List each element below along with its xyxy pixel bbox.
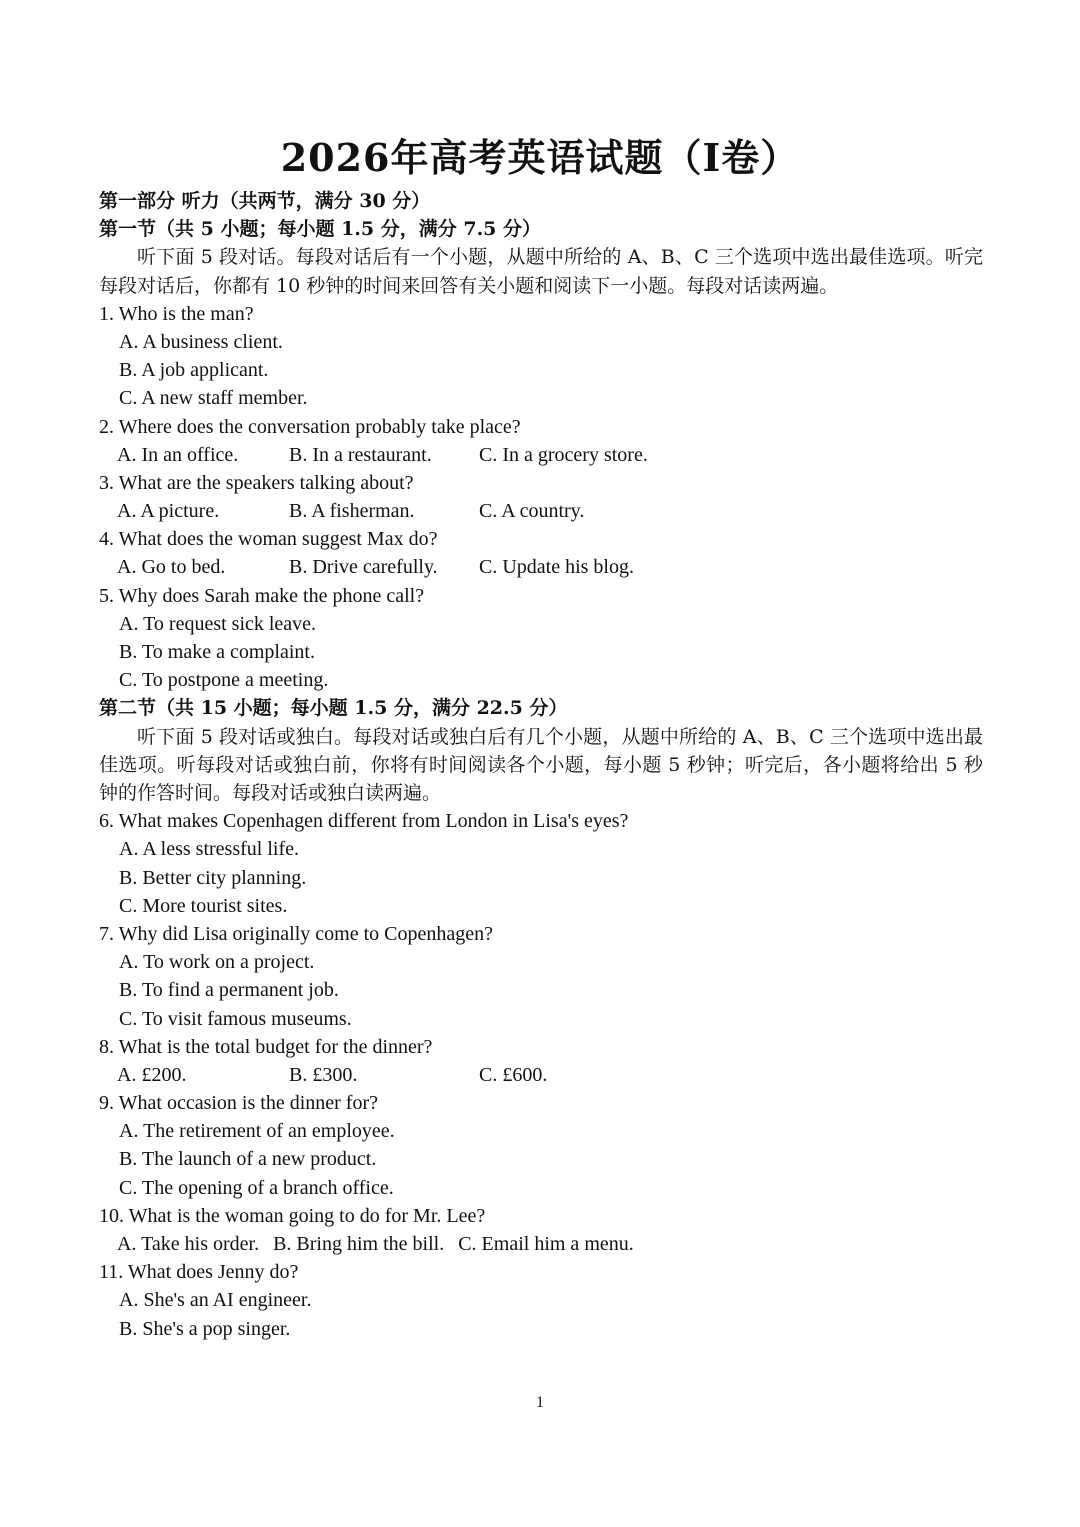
question-text: 10. What is the woman going to do for Mr. Lee? [99,1204,486,1227]
answer-option: B. She's a pop singer. [119,1317,291,1340]
answer-options-row [99,497,983,525]
section-instructions: 听下面 5 段对话。每段对话后有一个小题，从题中所给的 A、B、C 三个选项中选出最佳选项。听完每段对话后，你都有 10 秒钟的时间来回答有关小题和阅读下一小题。每段对话读两遍。 [99,246,983,297]
section-instructions: 听下面 5 段对话或独白。每段对话或独白后有几个小题，从题中所给的 A、B、C 三个选项中选出最佳选项。听每段对话或独白前，你将有时间阅读各个小题，每小题 5 秒钟；听完后，各小题将给出 5 秒钟的作答时间。每段对话或独白读两遍。 [99,725,983,804]
question-text: 4. What does the woman suggest Max do? [99,528,438,551]
answer-options-row [99,441,983,469]
answer-option: A. £200. [117,1063,187,1086]
answer-options-row [99,1230,983,1258]
question-text: 2. Where does the conversation probably take place? [99,415,521,438]
answer-option: C. To visit famous museums. [119,1007,352,1030]
answer-option: A. A picture. [117,500,220,523]
exam-content [99,187,983,1343]
answer-option: A. Go to bed. [117,556,226,579]
answer-option: A. In an office. [117,443,239,466]
answer-options-row [99,1061,983,1089]
answer-options-row [99,553,983,581]
answer-option: C. More tourist sites. [119,894,288,917]
answer-option: A. To request sick leave. [119,612,317,635]
question-text: 9. What occasion is the dinner for? [99,1092,378,1115]
answer-option: C. A country. [479,500,585,523]
question-text: 6. What makes Copenhagen different from London in Lisa's eyes? [99,810,629,833]
question-text: 7. Why did Lisa originally come to Copenhagen? [99,922,493,945]
answer-option: C. The opening of a branch office. [119,1176,394,1199]
answer-option: A. She's an AI engineer. [119,1289,312,1312]
answer-option: B. Drive carefully. [289,556,438,579]
answer-option: A. The retirement of an employee. [119,1120,395,1143]
answer-option: A. A business client. [119,330,283,353]
answer-option: C. Email him a menu. [458,1233,634,1256]
answer-option: C. A new staff member. [119,387,308,410]
answer-option: B. To make a complaint. [119,641,315,664]
section-heading: 第一节（共 5 小题；每小题 1.5 分，满分 7.5 分） [99,218,542,241]
answer-option: C. In a grocery store. [479,443,648,466]
answer-option: C. £600. [479,1063,548,1086]
answer-option: C. To postpone a meeting. [119,669,329,692]
answer-option: A. A less stressful life. [119,838,299,861]
answer-option: B. A fisherman. [289,500,415,523]
answer-option: A. To work on a project. [119,951,315,974]
answer-option: B. Better city planning. [119,866,307,889]
answer-option: B. To find a permanent job. [119,979,339,1002]
answer-option: A. Take his order. [117,1233,260,1256]
answer-option: B. In a restaurant. [289,443,432,466]
part-heading: 第一部分 听力（共两节，满分 30 分） [99,190,431,212]
question-text: 5. Why does Sarah make the phone call? [99,584,425,607]
answer-option: B. A job applicant. [119,359,269,382]
question-text: 8. What is the total budget for the dinner? [99,1035,433,1058]
question-text: 11. What does Jenny do? [99,1261,299,1284]
page-title: 2026年高考英语试题（I卷） [280,135,800,180]
question-text: 1. Who is the man? [99,302,254,325]
page-number: 1 [536,1394,544,1411]
answer-option: B. Bring him the bill. [273,1233,445,1256]
section-heading: 第二节（共 15 小题；每小题 1.5 分，满分 22.5 分） [99,697,568,720]
question-text: 3. What are the speakers talking about? [99,471,414,494]
answer-option: B. The launch of a new product. [119,1148,377,1171]
answer-option: B. £300. [289,1063,358,1086]
answer-option: C. Update his blog. [479,556,634,579]
